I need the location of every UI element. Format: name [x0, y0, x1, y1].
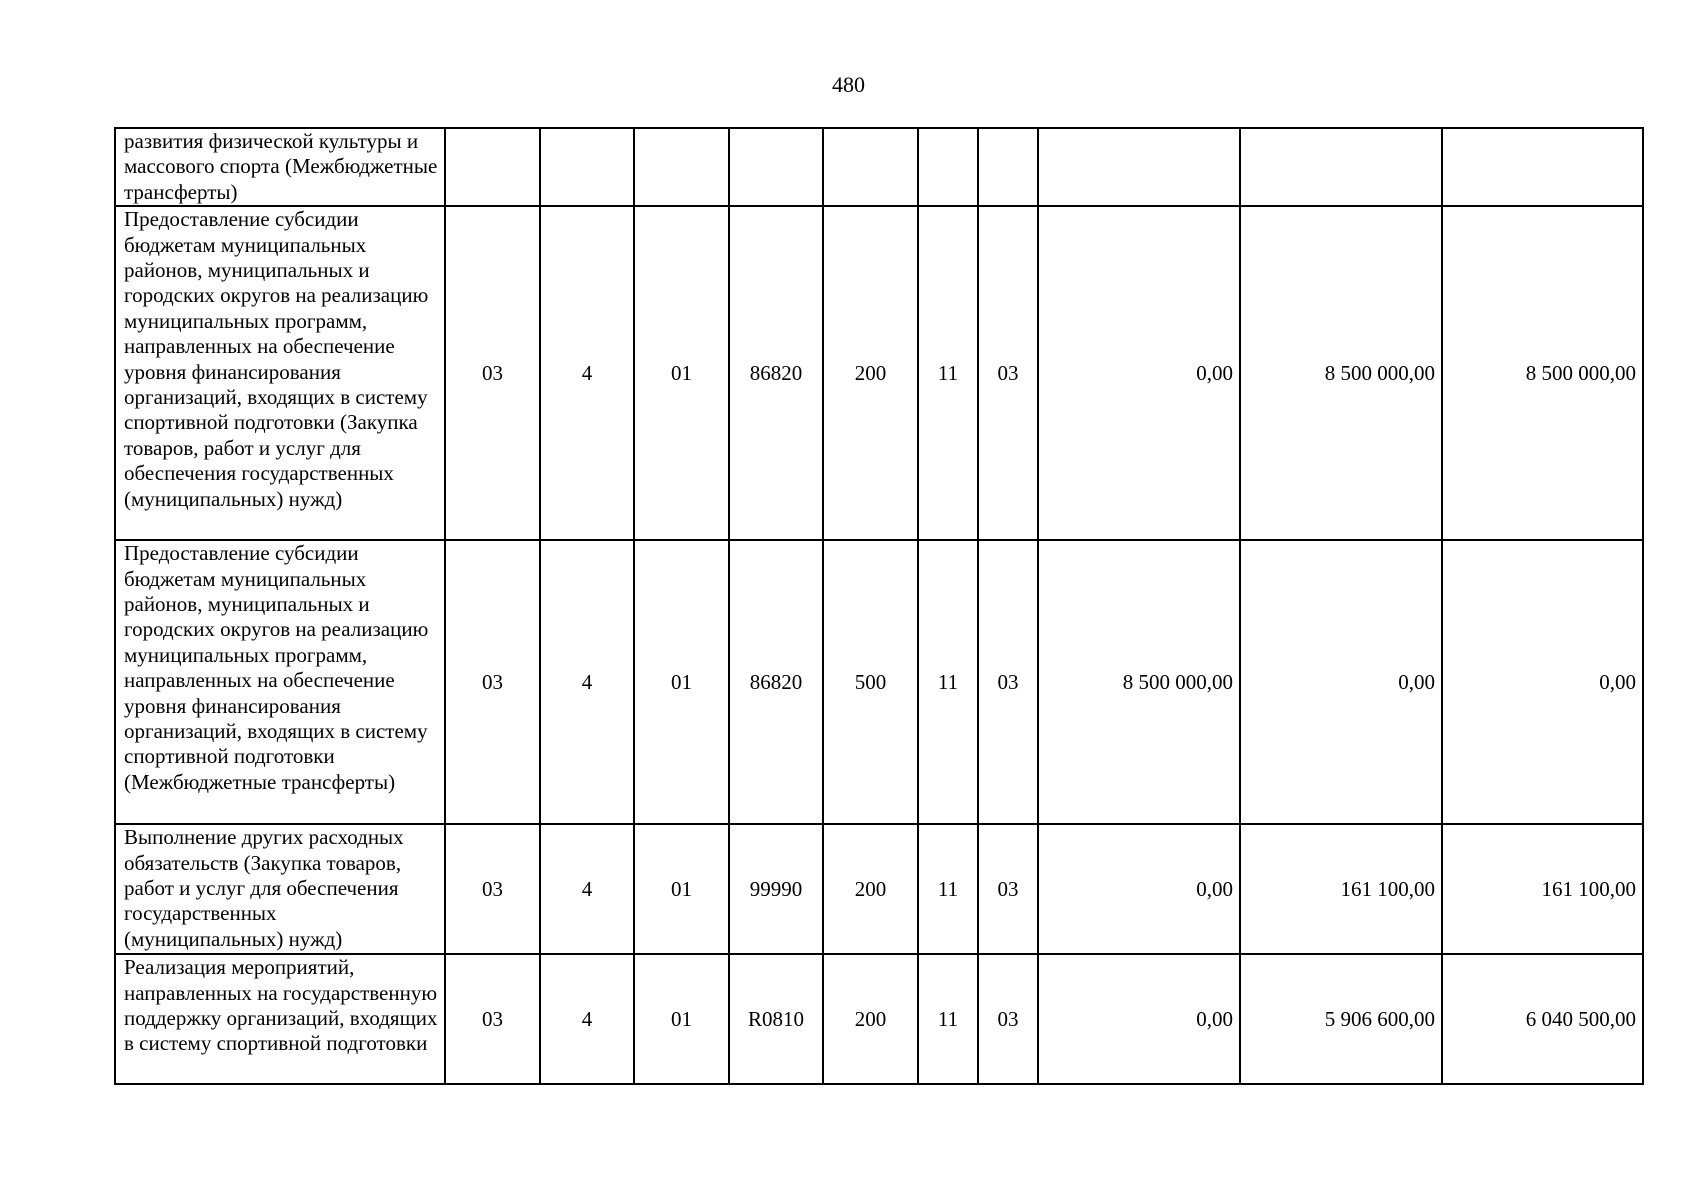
direction-code-cell: 86820 — [729, 206, 823, 540]
amount-cell-2 — [1240, 128, 1442, 206]
program-code-cell — [445, 128, 540, 206]
section-cell — [918, 128, 978, 206]
amount-cell-2: 161 100,00 — [1240, 824, 1442, 954]
direction-code-cell: 99990 — [729, 824, 823, 954]
subprogram-code-cell: 4 — [540, 824, 634, 954]
direction-code-cell: R0810 — [729, 954, 823, 1084]
subsection-cell: 03 — [978, 540, 1038, 824]
expense-type-cell: 200 — [823, 206, 918, 540]
section-cell: 11 — [918, 540, 978, 824]
subprogram-code-cell: 4 — [540, 954, 634, 1084]
row-description: Предоставление субсидии бюджетам муниципальных районов, муниципальных и городских округов на реализацию муниципальных программ, направленных на обеспечение уровня финансирования организаций, входящих в систему спортивной подготовки (Межбюджетные трансферты) — [115, 540, 445, 824]
main-event-code-cell: 01 — [634, 824, 729, 954]
table-row — [115, 824, 1643, 954]
program-code-cell: 03 — [445, 824, 540, 954]
subprogram-code-cell — [540, 128, 634, 206]
amount-cell-3: 0,00 — [1442, 540, 1643, 824]
subsection-cell: 03 — [978, 206, 1038, 540]
row-description: Выполнение других расходных обязательств (Закупка товаров, работ и услуг для обеспечения государственных (муниципальных) нужд) — [115, 824, 445, 954]
main-event-code-cell: 01 — [634, 954, 729, 1084]
amount-cell-3: 8 500 000,00 — [1442, 206, 1643, 540]
budget-table — [114, 127, 1644, 1085]
row-description: Реализация мероприятий, направленных на государственную поддержку организаций, входящих в систему спортивной подготовки — [115, 954, 445, 1084]
amount-cell-1: 8 500 000,00 — [1038, 540, 1240, 824]
table-row — [115, 540, 1643, 824]
program-code-cell: 03 — [445, 954, 540, 1084]
amount-cell-2: 5 906 600,00 — [1240, 954, 1442, 1084]
main-event-code-cell: 01 — [634, 540, 729, 824]
amount-cell-1: 0,00 — [1038, 206, 1240, 540]
main-event-code-cell — [634, 128, 729, 206]
amount-cell-1: 0,00 — [1038, 954, 1240, 1084]
table-row — [115, 206, 1643, 540]
section-cell: 11 — [918, 824, 978, 954]
table-row — [115, 128, 1643, 206]
amount-cell-1: 0,00 — [1038, 824, 1240, 954]
expense-type-cell: 500 — [823, 540, 918, 824]
amount-cell-3: 6 040 500,00 — [1442, 954, 1643, 1084]
subsection-cell: 03 — [978, 954, 1038, 1084]
section-cell: 11 — [918, 954, 978, 1084]
page-number: 480 — [832, 72, 865, 97]
subprogram-code-cell: 4 — [540, 206, 634, 540]
row-description: Предоставление субсидии бюджетам муниципальных районов, муниципальных и городских округов на реализацию муниципальных программ, направленных на обеспечение уровня финансирования организаций, входящих в систему спортивной подготовки (Закупка товаров, работ и услуг для обеспечения государственных (муниципальных) нужд) — [115, 206, 445, 540]
subprogram-code-cell: 4 — [540, 540, 634, 824]
subsection-cell: 03 — [978, 824, 1038, 954]
row-description: развития физической культуры и массового спорта (Межбюджетные трансферты) — [115, 128, 445, 206]
amount-cell-1 — [1038, 128, 1240, 206]
expense-type-cell — [823, 128, 918, 206]
subsection-cell — [978, 128, 1038, 206]
amount-cell-2: 0,00 — [1240, 540, 1442, 824]
program-code-cell: 03 — [445, 206, 540, 540]
expense-type-cell: 200 — [823, 954, 918, 1084]
main-event-code-cell: 01 — [634, 206, 729, 540]
table-row — [115, 954, 1643, 1084]
program-code-cell: 03 — [445, 540, 540, 824]
direction-code-cell: 86820 — [729, 540, 823, 824]
amount-cell-2: 8 500 000,00 — [1240, 206, 1442, 540]
section-cell: 11 — [918, 206, 978, 540]
amount-cell-3: 161 100,00 — [1442, 824, 1643, 954]
amount-cell-3 — [1442, 128, 1643, 206]
expense-type-cell: 200 — [823, 824, 918, 954]
direction-code-cell — [729, 128, 823, 206]
